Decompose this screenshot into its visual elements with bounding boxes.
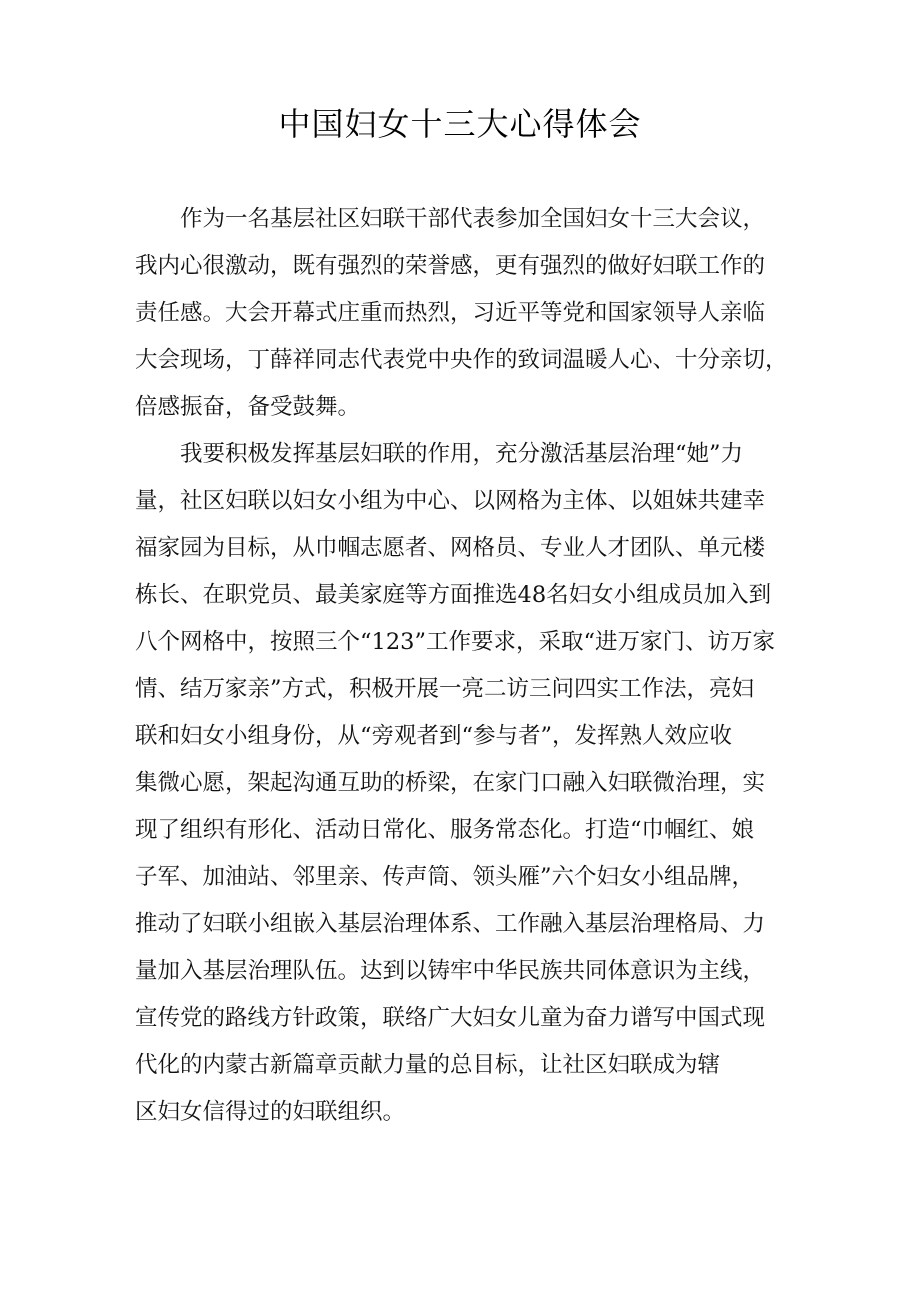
paragraph-line: 福家园为目标，从巾帼志愿者、网格员、专业人才团队、单元楼	[135, 535, 766, 561]
document-body	[135, 196, 805, 1136]
paragraph-line: 八个网格中，按照三个“123”工作要求，采取“进万家门、访万家	[135, 629, 775, 655]
paragraph-line: 推动了妇联小组嵌入基层治理体系、工作融入基层治理格局、力	[135, 911, 766, 937]
paragraph-line: 栋长、在职党员、最美家庭等方面推选48名妇女小组成员加入到	[135, 582, 772, 608]
paragraph-line: 我内心很激动，既有强烈的荣誉感，更有强烈的做好妇联工作的	[135, 253, 766, 279]
paragraph-line: 作为一名基层社区妇联干部代表参加全国妇女十三大会议，	[180, 206, 766, 232]
paragraph-2	[135, 431, 805, 1136]
paragraph-1	[135, 196, 805, 431]
document-title: 中国妇女十三大心得体会	[278, 105, 642, 143]
paragraph-line: 情、结万家亲”方式，积极开展一亮二访三问四实工作法，亮妇	[135, 676, 755, 702]
paragraph-line: 宣传党的路线方针政策，联络广大妇女儿童为奋力谱写中国式现	[135, 1005, 766, 1031]
paragraph-line: 我要积极发挥基层妇联的作用，充分激活基层治理“她”力	[180, 441, 744, 467]
paragraph-line: 子军、加油站、邻里亲、传声筒、领头雁”六个妇女小组品牌，	[135, 864, 755, 890]
paragraph-line: 大会现场，丁薛祥同志代表党中央作的致词温暖人心、十分亲切，	[135, 347, 788, 373]
paragraph-line: 集微心愿，架起沟通互助的桥梁，在家门口融入妇联微治理，实	[135, 770, 766, 796]
paragraph-line: 区妇女信得过的妇联组织。	[135, 1099, 406, 1125]
paragraph-line: 量，社区妇联以妇女小组为中心、以网格为主体、以姐妹共建幸	[135, 488, 766, 514]
paragraph-line: 代化的内蒙古新篇章贡献力量的总目标，让社区妇联成为辖	[135, 1052, 721, 1078]
paragraph-line: 现了组织有形化、活动日常化、服务常态化。打造“巾帼红、娘	[135, 817, 755, 843]
paragraph-line: 量加入基层治理队伍。达到以铸牢中华民族共同体意识为主线，	[135, 958, 766, 984]
paragraph-line: 责任感。大会开幕式庄重而热烈，习近平等党和国家领导人亲临	[135, 300, 766, 326]
paragraph-line: 联和妇女小组身份，从“旁观者到“参与者”，发挥熟人效应收	[135, 723, 733, 749]
paragraph-line: 倍感振奋，备受鼓舞。	[135, 394, 361, 420]
